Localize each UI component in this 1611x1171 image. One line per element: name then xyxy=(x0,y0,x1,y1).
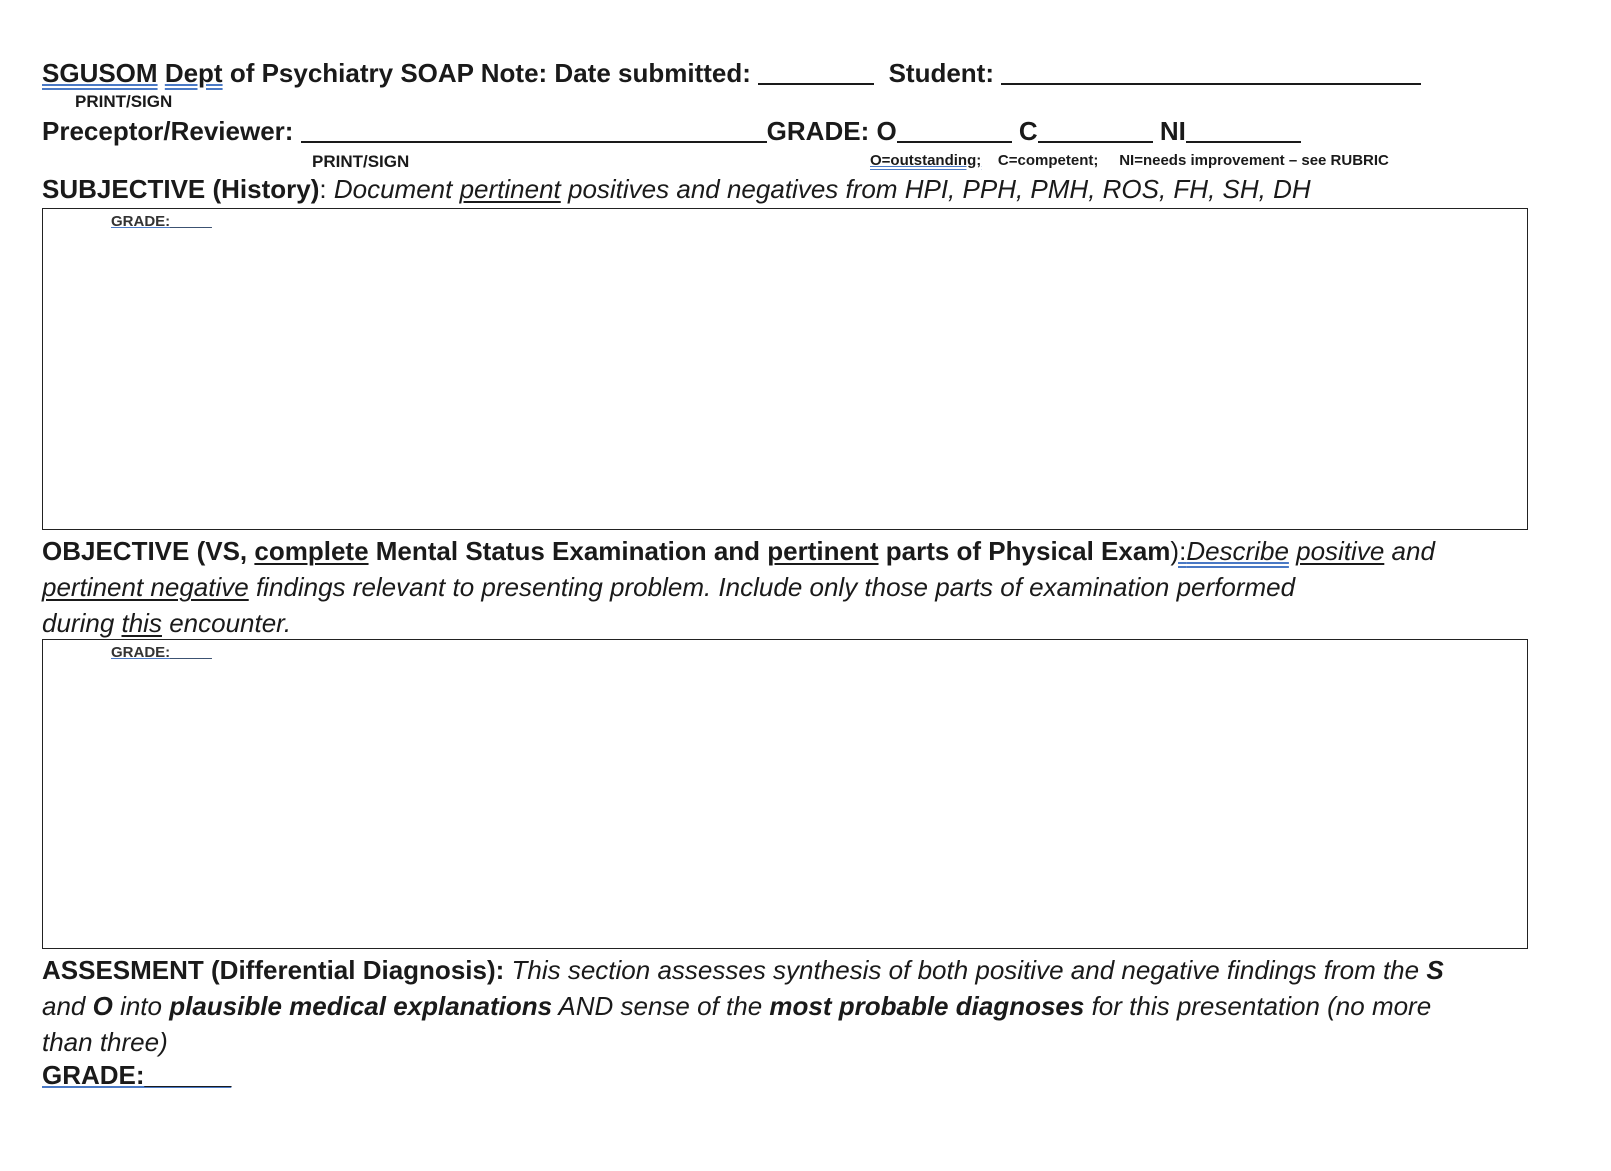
legend-competent: C=competent; xyxy=(997,152,1099,169)
assessment-probable: most probable diagnoses xyxy=(769,991,1085,1021)
objective-h-pertinent: pertinent xyxy=(767,536,879,566)
grade-c-label: C xyxy=(1011,116,1038,146)
objective-grade-label: GRADE:_____ xyxy=(111,644,212,661)
grade-ni-label: NI xyxy=(1152,116,1186,146)
subjective-colon: : xyxy=(319,174,334,204)
legend-outstanding: O=outstanding; xyxy=(870,152,982,169)
assessment-grade-label[interactable]: GRADE:______ xyxy=(42,1060,232,1090)
subjective-heading: SUBJECTIVE (History) xyxy=(42,174,320,204)
objective-line2: findings relevant to presenting problem. Include only those parts of examination performed xyxy=(248,572,1296,602)
objective-line3-post: encounter. xyxy=(161,608,292,638)
legend-needs-improvement: NI=needs improvement – see RUBRIC xyxy=(1119,152,1389,169)
title-line xyxy=(42,58,1421,89)
objective-h-complete: complete xyxy=(254,536,369,566)
objective-h1: OBJECTIVE (VS, xyxy=(42,536,255,566)
title-text: of Psychiatry SOAP Note: Date submitted: xyxy=(222,58,759,88)
assessment-t4: AND sense of the xyxy=(552,991,770,1021)
assessment-t2: and xyxy=(42,991,93,1021)
objective-h3: parts of Physical Exam xyxy=(878,536,1171,566)
assessment-heading: ASSESMENT (Differential Diagnosis): xyxy=(42,955,505,985)
print-sign-caption-2: PRINT/SIGN xyxy=(312,152,410,171)
preceptor-blank[interactable] xyxy=(301,119,767,143)
subjective-heading-line xyxy=(42,174,1311,205)
subjective-box[interactable] xyxy=(42,208,1528,530)
grade-o-label: GRADE: O xyxy=(766,116,897,146)
objective-this: this xyxy=(121,608,162,638)
print-sign-caption-1: PRINT/SIGN xyxy=(75,92,173,111)
assessment-plausible: plausible medical explanations xyxy=(169,991,553,1021)
org-name: SGUSOM xyxy=(42,58,158,88)
objective-heading xyxy=(42,533,1522,641)
student-label: Student: xyxy=(888,58,1002,88)
objective-h4: ): xyxy=(1170,536,1187,566)
dept-label: Dept xyxy=(164,58,223,88)
grade-ni-blank[interactable] xyxy=(1186,119,1301,143)
preceptor-line xyxy=(42,116,1301,147)
assessment-t3: into xyxy=(112,991,170,1021)
assessment-text xyxy=(42,952,1522,1060)
objective-pertinent-negative: pertinent negative xyxy=(42,572,249,602)
subjective-desc-pre: Document xyxy=(333,174,460,204)
grade-legend xyxy=(870,152,1389,169)
subjective-grade-label: GRADE:_____ xyxy=(111,213,212,230)
objective-and: and xyxy=(1384,536,1435,566)
objective-line3-pre: during xyxy=(42,608,122,638)
preceptor-label: Preceptor/Reviewer: xyxy=(42,116,301,146)
objective-describe: Describe xyxy=(1186,536,1289,566)
subjective-desc-underlined: pertinent xyxy=(459,174,561,204)
objective-h2: Mental Status Examination and xyxy=(368,536,768,566)
assessment-t6: than three) xyxy=(42,1027,168,1057)
objective-positive: positive xyxy=(1296,536,1385,566)
objective-box[interactable] xyxy=(42,639,1528,949)
assessment-t1: This section assesses synthesis of both positive and negative findings from the xyxy=(504,955,1427,985)
date-blank[interactable] xyxy=(758,61,874,85)
student-blank[interactable] xyxy=(1001,61,1421,85)
grade-o-blank[interactable] xyxy=(897,119,1012,143)
assessment-o: O xyxy=(92,991,113,1021)
assessment-t5: for this presentation (no more xyxy=(1084,991,1432,1021)
subjective-desc-post: positives and negatives from HPI, PPH, PMH, ROS, FH, SH, DH xyxy=(560,174,1311,204)
grade-c-blank[interactable] xyxy=(1038,119,1153,143)
assessment-s: S xyxy=(1426,955,1444,985)
